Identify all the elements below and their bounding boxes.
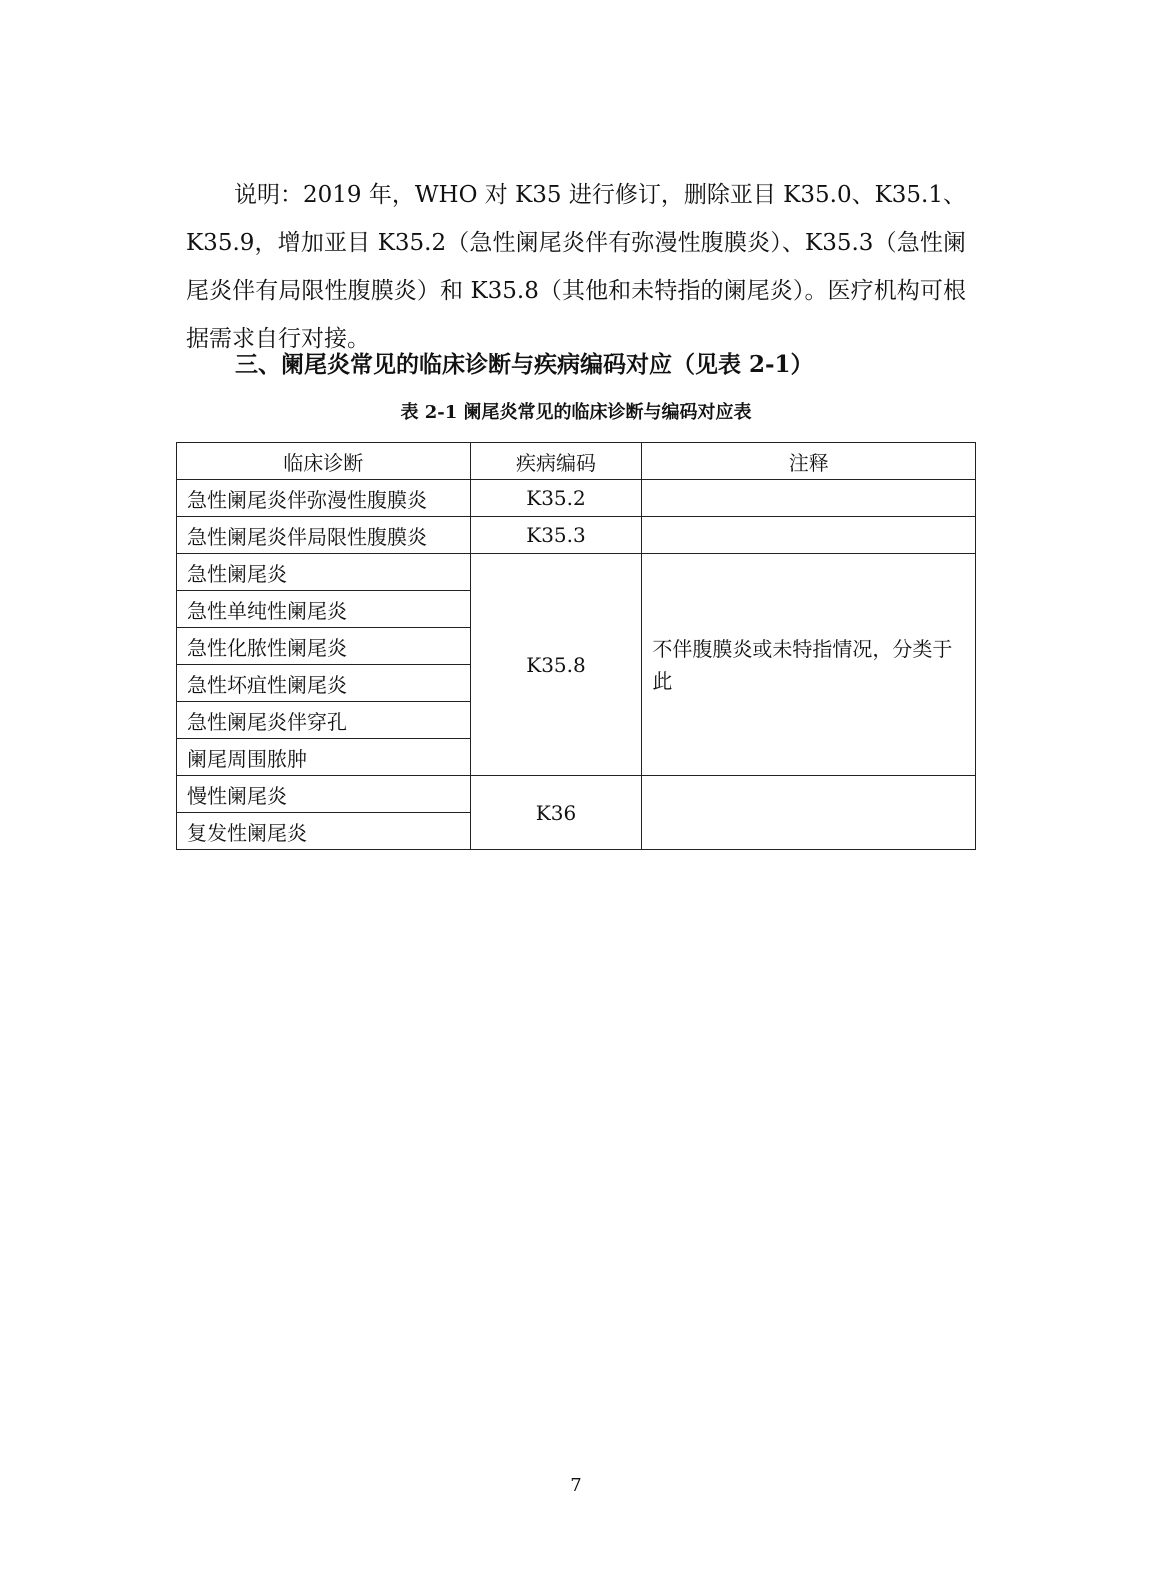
diagnosis-cell: 急性单纯性阑尾炎	[177, 591, 471, 628]
note-cell	[642, 480, 976, 517]
diagnosis-code-table	[176, 442, 976, 850]
code-cell: K35.2	[470, 480, 642, 517]
table-row	[177, 480, 976, 517]
note-cell	[642, 517, 976, 554]
code-cell: K36	[470, 776, 642, 850]
table-header-row	[177, 443, 976, 480]
note-paragraph	[186, 171, 966, 363]
diagnosis-cell: 急性阑尾炎伴穿孔	[177, 702, 471, 739]
table-row	[177, 554, 976, 591]
diagnosis-cell: 急性阑尾炎	[177, 554, 471, 591]
header-diagnosis: 临床诊断	[177, 443, 471, 480]
diagnosis-cell: 慢性阑尾炎	[177, 776, 471, 813]
table-row	[177, 776, 976, 813]
table-caption: 表 2-1 阑尾炎常见的临床诊断与编码对应表	[400, 402, 752, 423]
diagnosis-cell: 急性阑尾炎伴弥漫性腹膜炎	[177, 480, 471, 517]
note-cell	[642, 776, 976, 850]
header-note: 注释	[642, 443, 976, 480]
diagnosis-cell: 急性化脓性阑尾炎	[177, 628, 471, 665]
page-number: 7	[570, 1475, 582, 1496]
section-heading: 三、阑尾炎常见的临床诊断与疾病编码对应（见表 2-1）	[235, 351, 814, 378]
note-cell: 不伴腹膜炎或未特指情况，分类于此	[642, 554, 976, 776]
code-cell: K35.8	[470, 554, 642, 776]
header-code: 疾病编码	[470, 443, 642, 480]
diagnosis-cell: 阑尾周围脓肿	[177, 739, 471, 776]
diagnosis-cell: 复发性阑尾炎	[177, 813, 471, 850]
note-paragraph-text: 说明：2019 年，WHO 对 K35 进行修订，删除亚目 K35.0、K35.1、K35.9，增加亚目 K35.2（急性阑尾炎伴有弥漫性腹膜炎）、K35.3（急性阑尾炎伴有局限性腹膜炎）和 K35.8（其他和未特指的阑尾炎）。医疗机构可根据需求自行对接。	[186, 182, 966, 352]
diagnosis-cell: 急性阑尾炎伴局限性腹膜炎	[177, 517, 471, 554]
table-row	[177, 517, 976, 554]
code-cell: K35.3	[470, 517, 642, 554]
diagnosis-cell: 急性坏疽性阑尾炎	[177, 665, 471, 702]
